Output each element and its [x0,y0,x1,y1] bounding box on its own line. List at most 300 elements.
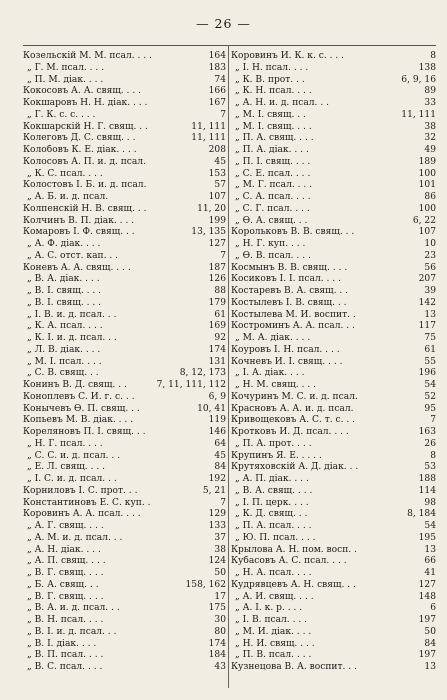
entry-pages: 192 [208,474,226,484]
entry-pages: 124 [208,556,226,567]
entry-pages: 26 [424,438,436,449]
entry-name: Костылевъ І. В. свящ. . . [231,297,347,308]
entry-name: „ Н. А. псал. . . . [235,568,312,578]
index-entry [231,650,436,662]
entry-pages: 197 [418,650,436,661]
index-entry [23,86,228,98]
entry-name: „ А. И. свящ. . . . [235,591,314,602]
entry-name: „ М. И. діак. . . . [235,626,312,637]
entry-name: „ С. Е. псал. . . . [235,168,311,179]
index-entry [23,227,228,239]
index-entry [231,509,436,521]
entry-name: „ Ѳ. В. псал. . . . [235,250,311,261]
entry-name: „ В. І. свящ. . . . [27,286,102,296]
entry-name: „ С. Г. псал. . . . [235,203,310,214]
entry-name: Кузнецова В. А. воспит. . . [231,662,357,672]
index-entry [231,545,436,557]
entry-pages: 107 [418,227,436,238]
entry-name: „ І. А. діак. . . . [235,368,305,379]
entry-name: „ К. С. псал. . . . [27,168,103,179]
index-entry [231,321,436,333]
index-entry [23,521,228,533]
index-entry [231,603,436,615]
entry-name: Крылова А. Н. пом. восп. . [231,544,357,555]
entry-pages: 13 [424,662,436,672]
index-entry [23,63,228,75]
page-number: — 26 — [196,16,251,31]
index-entry [231,404,436,416]
entry-name: „ М. І. свящ. . . [235,109,306,120]
entry-pages: 184 [208,650,226,661]
entry-name: „ В. П. псал. . . . [27,650,104,661]
entry-pages: 195 [418,532,436,543]
index-entry [23,439,228,451]
entry-pages: 38 [214,544,226,555]
index-entry [23,568,228,580]
entry-pages: 30 [214,615,226,625]
index-entry [231,474,436,486]
entry-pages: 74 [214,74,226,85]
entry-pages: 45 [214,450,226,461]
entry-pages: 57 [214,180,226,191]
entry-pages: 86 [424,192,436,202]
entry-pages: 167 [208,98,226,108]
index-entry [23,98,228,110]
entry-name: „ П. В. псал. . . . [235,650,312,661]
entry-pages: 8 [430,51,436,61]
entry-name: „ А. С. отст. кап. . . [27,250,119,261]
entry-pages: 75 [424,333,436,343]
entry-name: „ Л. В. діак. . . . [27,344,101,355]
entry-name: „ М. Г. псал. . . . [235,180,313,191]
index-entry [231,169,436,181]
index-entry [23,639,228,651]
index-entry [231,345,436,357]
entry-name: „ Н. И. свящ. . . . [235,638,315,649]
index-entry [231,310,436,322]
entry-pages: 146 [208,427,226,437]
entry-name: Коровинъ И. К. к. с. . . . [231,51,345,61]
entry-name: „ В. С. псал. . . . [27,662,103,672]
entry-name: Корниловъ І. С. прот. . . [23,485,138,496]
entry-name: Косиковъ І. І. псал. . . . [231,274,341,285]
entry-pages: 129 [208,509,226,520]
entry-name: „ І. В. псал. . . . [235,615,308,625]
index-entry [23,345,228,357]
entry-pages: 7 [220,109,226,120]
entry-name: „ Г. М. псал. . . . [27,62,105,73]
index-entry [23,75,228,87]
entry-pages: 6 [430,603,436,614]
entry-name: „ Н. Г. псал. . . . [27,438,103,449]
entry-name: „ П. А. псал. . . . [235,521,312,531]
entry-pages: 131 [208,356,226,367]
index-entry [23,592,228,604]
entry-pages: 41 [424,568,436,578]
index-column-right [231,51,436,674]
entry-pages: 54 [424,380,436,390]
entry-pages: 64 [214,438,226,449]
index-entry [23,321,228,333]
entry-pages: 84 [214,462,226,473]
entry-pages: 10, 41 [197,403,226,414]
index-entry [231,298,436,310]
index-entry [231,110,436,122]
entry-name: Конычевъ Ѳ. П. свящ. . . [23,403,140,414]
index-entry [231,239,436,251]
index-entry [231,568,436,580]
index-entry [231,357,436,369]
entry-name: Кубасовъ А. С. псал. . . . [231,556,347,567]
entry-name: „ В. Г. свящ. . . . [27,568,104,578]
index-entry [23,462,228,474]
entry-pages: 50 [424,626,436,637]
entry-name: Кудрявцевъ А. Н. свящ. . . [231,579,356,590]
entry-pages: 98 [424,497,436,508]
entry-name: Красновъ А. А. и. д. псал. [231,403,354,414]
entry-name: Копьевъ М. В. діак. . . . [23,415,134,426]
entry-name: Крутяховскій А. Д. діак. . . [231,462,359,473]
entry-name: „ А. П. діак. . . . [235,474,309,484]
entry-name: „ П. А. свящ. . . . [235,133,314,144]
index-entry [23,357,228,369]
entry-name: Кривощековъ А. С. т. с. . . [231,415,356,426]
index-entry [231,639,436,651]
entry-pages: 13 [424,309,436,320]
entry-name: „ В. І. свящ. . . . [27,297,102,308]
entry-name: „ А. І. к. р. . . . [235,603,303,614]
index-entry [23,216,228,228]
entry-name: „ Ю. П. псал. . . . [235,532,316,543]
index-entry [23,603,228,615]
entry-name: Кочуринъ М. С. и. д. псал. [231,391,358,402]
entry-name: „ І. С. и. д. псал. . . [27,474,117,484]
entry-pages: 207 [418,274,436,285]
entry-pages: 54 [424,521,436,531]
entry-pages: 196 [418,368,436,379]
index-entry [23,368,228,380]
entry-name: Кореляновъ П. І. свящ. . . [23,427,146,437]
index-entry [231,51,436,63]
entry-pages: 117 [418,321,436,332]
entry-pages: 7 [220,250,226,261]
entry-name: „ А. Н. діак. . . . [27,544,101,555]
entry-name: Колостовъ І. Б. и. д. псал. [23,180,147,191]
entry-pages: 114 [418,485,436,496]
entry-pages: 138 [418,62,436,73]
entry-name: Колеговъ Д. С. свящ. . . [23,133,136,144]
entry-name: „ І. Н. псал. . . . [235,62,309,73]
index-entry [231,274,436,286]
entry-pages: 33 [424,98,436,108]
entry-pages: 11, 111 [191,133,226,144]
entry-name: „ П. А. діак. . . . [235,145,309,155]
index-entry [23,286,228,298]
top-rule [23,45,436,46]
entry-pages: 163 [418,427,436,437]
entry-pages: 100 [418,168,436,179]
entry-name: „ Г. К. с. с. . . . [27,109,96,120]
index-entry [231,333,436,345]
index-entry [23,533,228,545]
entry-name: Константиновъ Е. С. куп. . [23,497,151,508]
entry-pages: 7 [220,497,226,508]
index-entry [23,427,228,439]
entry-name: Крупинъ Я. Е. . . . . [231,450,322,461]
entry-name: „ Е. Л. свящ. . . . [27,462,106,473]
entry-name: „ К. І. и. д. псал. . . [27,333,117,343]
entry-pages: 188 [418,474,436,484]
index-entry [23,251,228,263]
entry-pages: 126 [208,274,226,285]
index-entry [23,310,228,322]
index-entry [23,263,228,275]
entry-name: „ І. В. и. д. псал. . . [27,309,117,320]
entry-pages: 100 [418,203,436,214]
entry-name: Колосовъ А. П. и. д. псал. [23,156,146,167]
entry-name: „ С. В. свящ. . . [27,368,99,379]
entry-name: „ К. В. прот. . . [235,74,305,85]
entry-name: Кротковъ И. Д. псал. . . . [231,427,349,437]
index-entry [23,580,228,592]
entry-pages: 95 [424,403,436,414]
entry-name: „ К. А. псал. . . . [27,321,103,332]
entry-pages: 84 [424,638,436,649]
entry-name: Коневъ А. А. свящ. . . . [23,262,131,273]
entry-name: „ А. Г. свящ. . . . [27,521,104,531]
index-entry [231,157,436,169]
index-entry [231,133,436,145]
index-column-left [23,51,228,674]
index-entry [231,533,436,545]
entry-pages: 11, 20 [197,203,226,214]
index-entry [23,545,228,557]
entry-pages: 174 [208,344,226,355]
entry-name: „ Н. Г. куп. . . . [235,239,306,249]
index-entry [231,392,436,404]
entry-name: Космынъ В. В. свящ. . . . [231,262,348,273]
entry-name: „ А. М. и. д. псал. . . [27,532,123,543]
index-entry [231,204,436,216]
entry-pages: 88 [214,286,226,296]
entry-name: „ С. С. и. д. псал. . . [27,450,121,461]
index-entry [23,404,228,416]
index-entry [23,392,228,404]
index-entry [23,204,228,216]
entry-name: „ В. І. и. д. псал. . . [27,626,117,637]
entry-pages: 52 [424,391,436,402]
entry-pages: 53 [424,462,436,473]
index-entry [23,157,228,169]
entry-name: Костылева М. И. воспит. . [231,309,356,320]
entry-name: Костроминъ А. А. псал. . . [231,321,355,332]
index-entry [231,368,436,380]
entry-pages: 187 [208,262,226,273]
entry-pages: 158, 162 [185,579,226,590]
index-entry [23,110,228,122]
entry-name: „ В. А. діак. . . . [27,274,100,285]
index-entry [231,227,436,239]
index-entry [23,298,228,310]
entry-pages: 92 [214,333,226,343]
index-entry [231,592,436,604]
entry-pages: 127 [418,579,436,590]
index-entry [231,439,436,451]
index-entry [231,380,436,392]
entry-name: Кочневъ И. І. свящ. . . . [231,356,343,367]
entry-name: „ І. П. церк. . . . [235,497,309,508]
index-entry [23,169,228,181]
entry-pages: 66 [424,556,436,567]
index-entry [231,521,436,533]
index-entry [23,51,228,63]
entry-name: „ А. П. свящ. . . . [27,556,106,567]
entry-name: „ А. Б. и. д. псал. [27,192,109,202]
entry-pages: 169 [208,321,226,332]
entry-name: Корольковъ В. В. свящ. . . [231,227,355,238]
index-entry [23,274,228,286]
entry-name: Колчинъ В. П. діак. . . . [23,215,135,226]
entry-pages: 142 [418,297,436,308]
entry-name: Кокшарскій Н. Г. свящ. . . [23,121,148,132]
index-entry [23,474,228,486]
entry-pages: 179 [208,297,226,308]
index-entry [23,122,228,134]
index-entry [231,556,436,568]
entry-pages: 175 [208,603,226,614]
index-entry [231,662,436,674]
column-divider [228,45,229,688]
entry-pages: 133 [208,521,226,531]
index-entry [231,263,436,275]
index-entry [231,580,436,592]
entry-name: „ В. А. свящ. . . . [235,485,313,496]
index-entry [23,145,228,157]
entry-name: „ В. І. діак. . . . [27,638,97,649]
entry-pages: 80 [214,626,226,637]
index-entry [231,627,436,639]
entry-pages: 6, 9 [208,391,226,402]
entry-pages: 5, 21 [202,485,226,496]
entry-pages: 61 [214,309,226,320]
index-entry [23,133,228,145]
entry-pages: 43 [214,662,226,672]
entry-name: Коноплевъ С. И. г. с. . . [23,391,135,402]
index-entry [231,286,436,298]
index-entry [23,498,228,510]
entry-pages: 166 [208,86,226,97]
entry-pages: 183 [208,62,226,73]
entry-pages: 13, 135 [191,227,226,238]
entry-name: „ М. І. свящ. . . . [235,121,312,132]
index-entry [231,462,436,474]
entry-pages: 8, 184 [407,509,436,520]
entry-pages: 23 [424,250,436,261]
entry-name: „ В. Н. псал. . . . [27,615,104,625]
entry-name: Костаревъ В. А. свящ. . . [231,286,349,296]
index-entry [23,239,228,251]
entry-pages: 45 [214,156,226,167]
entry-name: Кокосовъ А. А. свящ. . . . [23,86,142,97]
entry-name: „ Б. А. свящ. . . [27,579,99,590]
entry-pages: 127 [208,239,226,249]
entry-pages: 38 [424,121,436,132]
index-entry [23,486,228,498]
entry-name: „ Н. М. свящ. . . . [235,380,317,390]
entry-pages: 10 [424,239,436,249]
index-entry [231,122,436,134]
index-entry [231,216,436,228]
entry-pages: 148 [418,591,436,602]
entry-pages: 164 [208,51,226,61]
entry-pages: 89 [424,86,436,97]
entry-pages: 189 [418,156,436,167]
index-entry [231,192,436,204]
entry-name: Коровинъ А. А. псал. . . . [23,509,141,520]
entry-name: Колобовъ К. Е. діак. . . . [23,145,137,155]
entry-name: Комаровъ І. Ф. свящ. . . [23,227,135,238]
entry-pages: 197 [418,615,436,625]
entry-pages: 55 [424,356,436,367]
index-entry [231,486,436,498]
entry-pages: 101 [418,180,436,191]
index-entry [23,180,228,192]
entry-pages: 8, 12, 173 [179,368,226,379]
entry-pages: 8 [430,450,436,461]
entry-pages: 208 [208,145,226,155]
index-entry [23,380,228,392]
entry-name: „ А. Н. и. д. псал. . . [235,98,330,108]
index-entry [23,627,228,639]
entry-pages: 37 [214,532,226,543]
index-entry [231,63,436,75]
index-entry [23,509,228,521]
entry-pages: 174 [208,638,226,649]
entry-pages: 7, 11, 111, 112 [156,380,226,390]
entry-name: „ П. М. діак. . . . [27,74,104,85]
index-entry [231,615,436,627]
index-entry [23,650,228,662]
index-entry [231,75,436,87]
index-entry [23,415,228,427]
entry-name: „ П. І. свящ. . . . [235,156,311,167]
index-entry [231,427,436,439]
index-entry [23,662,228,674]
entry-pages: 50 [214,568,226,578]
entry-pages: 13 [424,544,436,555]
entry-pages: 153 [208,168,226,179]
entry-name: Кокшаровъ Н. Н. діак. . . . [23,98,148,108]
index-entry [231,498,436,510]
index-entry [23,333,228,345]
entry-pages: 199 [208,215,226,226]
entry-pages: 49 [424,145,436,155]
entry-name: Конинъ В. Д. свящ. . . [23,380,127,390]
entry-name: „ К. Д. свящ. . . [235,509,308,520]
index-entry [23,615,228,627]
entry-name: „ В. А. и. д. псал. . . [27,603,120,614]
entry-pages: 11, 111 [401,109,436,120]
entry-pages: 32 [424,133,436,144]
index-entry [231,251,436,263]
entry-name: „ Ѳ. А. свящ. . . [235,215,308,226]
index-entry [231,451,436,463]
entry-pages: 6, 22 [412,215,436,226]
entry-name: „ П. А. прот. . . . [235,438,312,449]
entry-name: „ М. І. псал. . . . [27,356,102,367]
index-entry [23,192,228,204]
entry-pages: 56 [424,262,436,273]
